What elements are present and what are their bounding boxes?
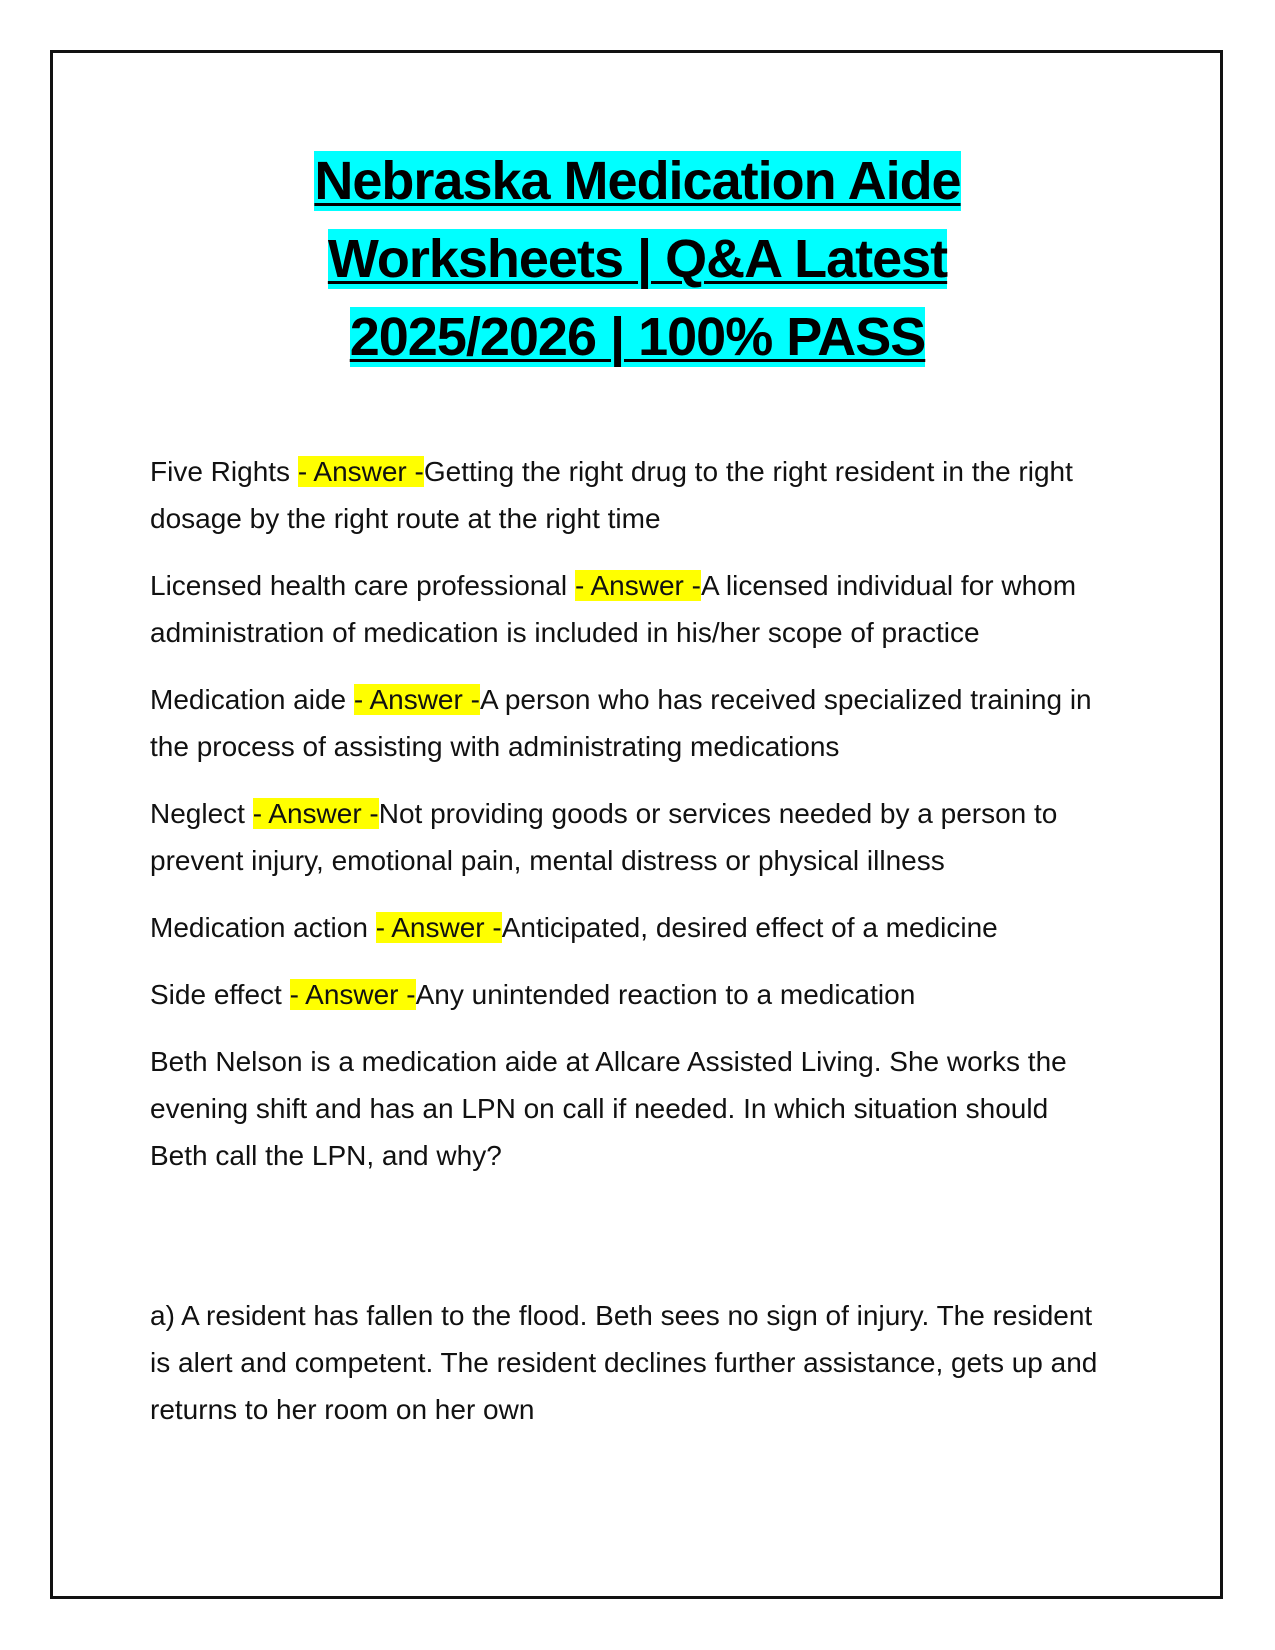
qa-item-medication-action xyxy=(150,904,1110,951)
qa-term: Medication aide xyxy=(150,684,354,715)
answer-marker: - Answer - xyxy=(297,456,424,487)
answer-option-a: a) A resident has fallen to the flood. Beth sees no sign of injury. The resident is alert and competent. The resident declines further assistance, gets up and returns to her room on her own xyxy=(150,1300,1098,1425)
qa-term: Five Rights xyxy=(150,456,298,487)
qa-item-side-effect xyxy=(150,971,1110,1018)
qa-answer: Anticipated, desired effect of a medicine xyxy=(501,912,998,943)
worksheet-content xyxy=(150,448,1110,1453)
answer-marker: - Answer - xyxy=(574,570,701,601)
scenario-question: Beth Nelson is a medication aide at Allcare Assisted Living. She works the evening shift and has an LPN on call if needed. In which situation should Beth call the LPN, and why? xyxy=(150,1046,1067,1171)
document-title xyxy=(130,142,1145,376)
qa-item-neglect xyxy=(150,790,1110,884)
title-line-1: Nebraska Medication Aide xyxy=(314,151,961,211)
qa-answer: Not providing goods or services needed by a person to prevent injury, emotional pain, mental distress or physical illness xyxy=(150,798,1058,876)
qa-answer: Any unintended reaction to a medication xyxy=(415,979,916,1010)
qa-item-medication-aide xyxy=(150,676,1110,770)
qa-item-licensed-professional xyxy=(150,562,1110,656)
qa-item-five-rights xyxy=(150,448,1110,542)
answer-marker: - Answer - xyxy=(252,798,379,829)
qa-term: Neglect xyxy=(150,798,253,829)
title-line-3: 2025/2026 | 100% PASS xyxy=(349,307,926,367)
title-line-2: Worksheets | Q&A Latest xyxy=(327,229,948,289)
qa-answer: A licensed individual for whom administration of medication is included in his/her scope of practice xyxy=(150,570,1077,648)
answer-marker: - Answer - xyxy=(289,979,416,1010)
answer-marker: - Answer - xyxy=(375,912,502,943)
answer-marker: - Answer - xyxy=(353,684,480,715)
qa-term: Licensed health care professional xyxy=(150,570,575,601)
qa-answer: A person who has received specialized training in the process of assisting with administrating medications xyxy=(150,684,1092,762)
qa-answer: Getting the right drug to the right resident in the right dosage by the right route at the right time xyxy=(150,456,1073,534)
qa-term: Medication action xyxy=(150,912,376,943)
qa-term: Side effect xyxy=(150,979,290,1010)
